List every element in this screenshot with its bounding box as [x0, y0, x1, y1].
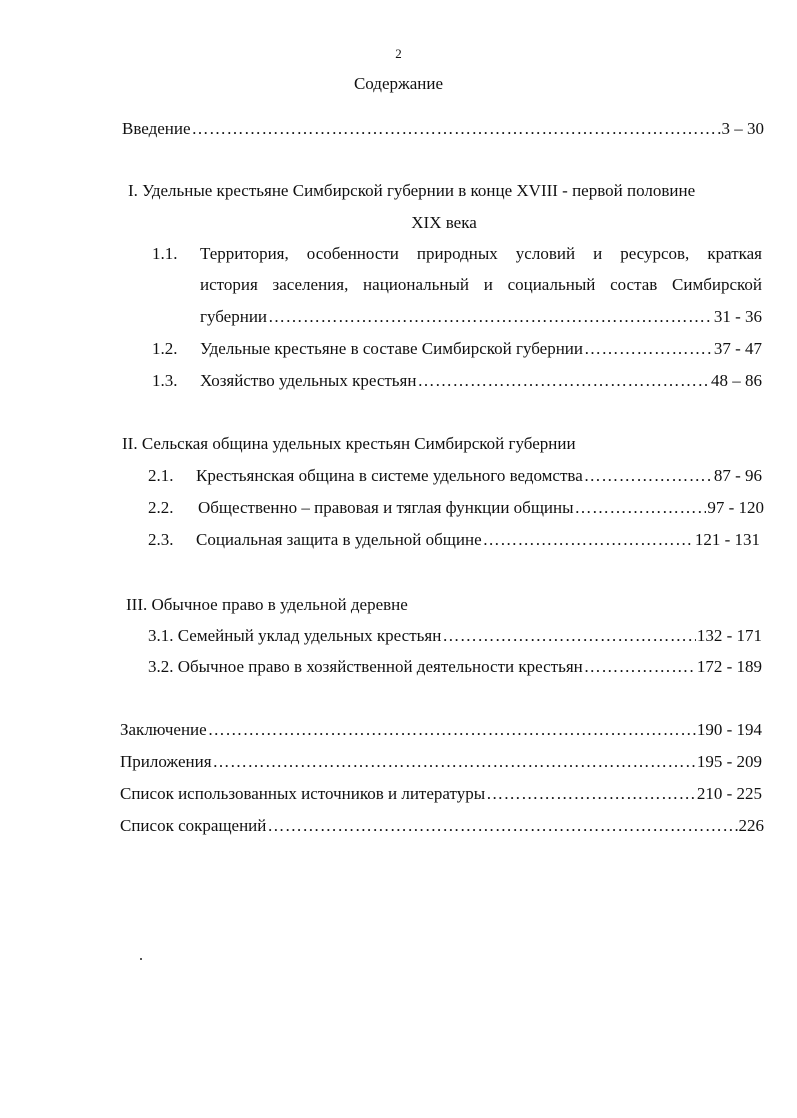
toc-entry-pages: 37 - 47 [713, 339, 762, 358]
toc-entry-label: Крестьянская община в системе удельного ведомства [196, 466, 583, 485]
leader-dots [208, 719, 696, 741]
toc-entry-label: Список сокращений [120, 816, 267, 835]
toc-entry-pages: 48 – 86 [711, 371, 762, 390]
chapter-heading-line: I. Удельные крестьяне Симбирской губернии в конце XVIII - первой половине [128, 181, 696, 200]
toc-entry-label: Заключение [120, 720, 207, 739]
toc-entry-label: Список использованных источников и литературы [120, 784, 486, 803]
scan-speck [140, 958, 142, 960]
chapter-1-heading-continued [128, 212, 760, 234]
toc-entry-pages: 190 - 194 [696, 720, 762, 739]
toc-entry-pages: 87 - 96 [713, 466, 762, 485]
toc-entry-label: Введение [122, 119, 191, 138]
toc-entry-label: губернии [200, 307, 268, 326]
toc-entry-conclusion [120, 719, 762, 741]
toc-entry-label: Удельные крестьяне в составе Симбирской губернии [200, 339, 584, 358]
leader-dots [268, 306, 713, 328]
toc-entry-1-3 [200, 370, 762, 392]
chapter-2-heading: II. Сельская община удельных крестьян Симбирской губернии [122, 434, 576, 453]
toc-entry-intro [122, 118, 764, 140]
toc-entry-label: Социальная защита в удельной общине [196, 530, 482, 549]
toc-entry-pages: 31 - 36 [713, 307, 762, 326]
toc-entry-1-1 [200, 306, 762, 328]
chapter-heading-line: XIX века [411, 213, 477, 232]
toc-entry-label: 3.1. Семейный уклад удельных крестьян [148, 626, 442, 645]
leader-dots [192, 118, 721, 140]
toc-entry-2-1 [196, 465, 762, 487]
page-title: Содержание [353, 74, 444, 93]
leader-dots [213, 751, 696, 773]
leader-dots [417, 370, 710, 392]
toc-entry-pages: 210 - 225 [696, 784, 762, 803]
toc-entry-abbreviations [120, 815, 764, 837]
leader-dots [584, 338, 713, 360]
section-number: 1.3. [152, 371, 178, 390]
toc-entry-label: Хозяйство удельных крестьян [200, 371, 417, 390]
toc-entry-2-3 [196, 529, 760, 551]
section-1-1-line-1: Территория, особенности природных условий и ресурсов, краткая [200, 244, 762, 263]
toc-entry-pages: 132 - 171 [696, 626, 762, 645]
toc-entry-3-1 [148, 625, 762, 647]
leader-dots [575, 497, 707, 519]
page-number: 2 [395, 46, 402, 61]
toc-entry-pages: 121 - 131 [694, 530, 760, 549]
leader-dots [584, 656, 696, 678]
section-1-1-line-2: история заселения, национальный и социальный состав Симбирской [200, 275, 762, 294]
toc-entry-pages: 172 - 189 [696, 657, 762, 676]
leader-dots [486, 783, 696, 805]
section-number: 2.1. [148, 466, 174, 485]
toc-entry-label: Приложения [120, 752, 212, 771]
toc-entry-pages: 226 [738, 816, 764, 835]
section-number: 2.3. [148, 530, 174, 549]
toc-entry-2-2 [198, 497, 764, 519]
toc-entry-label: Общественно – правовая и тяглая функции общины [198, 498, 574, 517]
leader-dots [267, 815, 737, 837]
chapter-3-heading: III. Обычное право в удельной деревне [126, 595, 408, 614]
leader-dots [483, 529, 694, 551]
leader-dots [584, 465, 713, 487]
toc-entry-sources [120, 783, 762, 805]
toc-entry-label: 3.2. Обычное право в хозяйственной деятельности крестьян [148, 657, 583, 676]
chapter-1-heading [128, 180, 760, 202]
leader-dots [442, 625, 696, 647]
toc-entry-pages: 195 - 209 [696, 752, 762, 771]
section-number: 1.1. [152, 244, 178, 263]
toc-entry-pages: 97 - 120 [707, 498, 764, 517]
section-number: 2.2. [148, 498, 174, 517]
section-number: 1.2. [152, 339, 178, 358]
toc-entry-appendix [120, 751, 762, 773]
toc-entry-1-2 [200, 338, 762, 360]
toc-entry-pages: 3 – 30 [721, 119, 764, 138]
toc-entry-3-2 [148, 656, 762, 678]
